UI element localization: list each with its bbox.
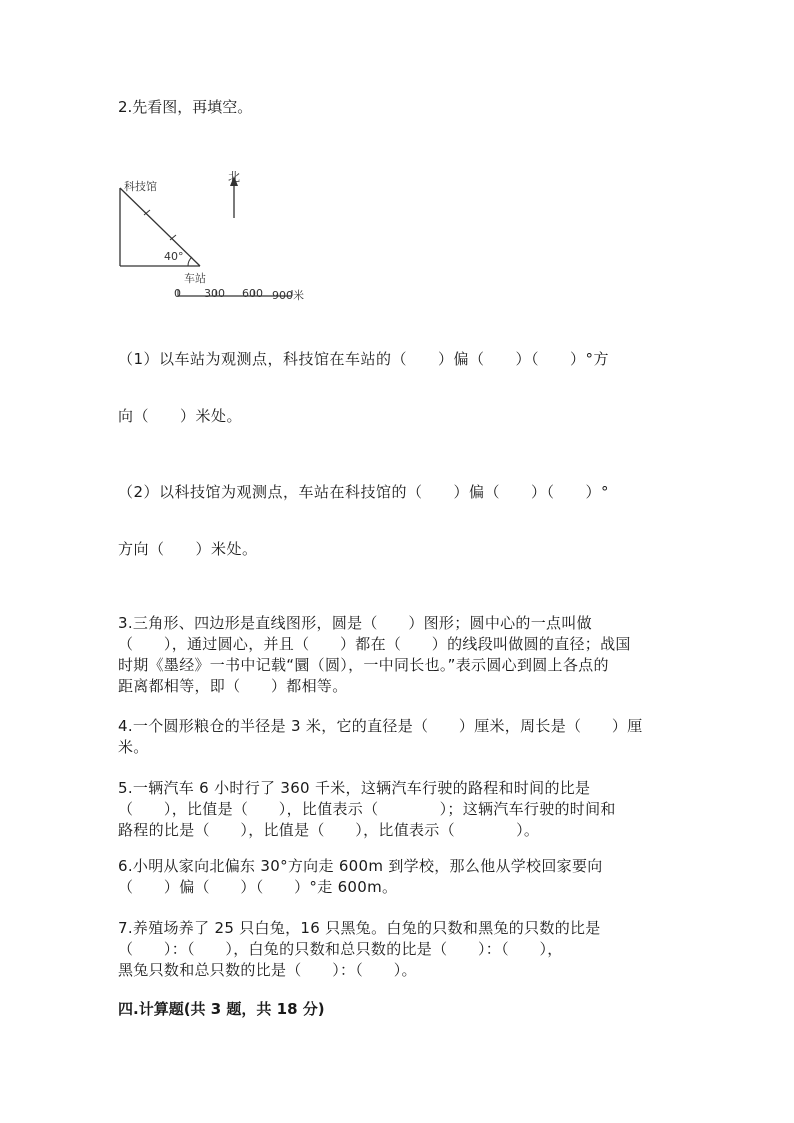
section-4-heading: 四.计算题(共 3 题，共 18 分) (118, 1000, 325, 1018)
question-3 (118, 613, 678, 697)
scale-label-900: 900米 (272, 289, 304, 302)
scale-label-300: 300 (204, 287, 225, 300)
q5-line: （ ），比值是（ ），比值表示（ ）；这辆汽车行驶的时间和 (118, 800, 616, 818)
q3-line: 距离都相等，即（ ）都相等。 (118, 677, 348, 695)
question-4 (118, 716, 678, 758)
q5-line: 路程的比是（ ），比值是（ ），比值表示（ ）。 (118, 821, 540, 839)
station-label: 车站 (184, 272, 206, 285)
angle-label: 40° (164, 250, 184, 263)
q2-sub1-line1: （1）以车站为观测点，科技馆在车站的（ ）偏（ ）（ ）°方 (118, 350, 610, 368)
q2-sub2-line2: 方向（ ）米处。 (118, 540, 258, 558)
q3-line: （ ），通过圆心，并且（ ）都在（ ）的线段叫做圆的直径；战国 (118, 635, 631, 653)
question-2-title: 2.先看图，再填空。 (118, 98, 253, 116)
q7-line: 7.养殖场养了 25 只白兔，16 只黑兔。白兔的只数和黑兔的只数的比是 (118, 919, 601, 937)
hypotenuse (120, 188, 200, 266)
question-6 (118, 856, 678, 898)
q2-sub2-line1: （2）以科技馆为观测点，车站在科技馆的（ ）偏（ ）（ ）° (118, 483, 610, 501)
museum-label: 科技馆 (124, 180, 157, 193)
q4-line: 4.一个圆形粮仓的半径是 3 米，它的直径是（ ）厘米，周长是（ ）厘 (118, 717, 643, 735)
scale-label-600: 600 (242, 287, 263, 300)
q3-line: 时期《墨经》一书中记载“圜（圆），一中同长也。”表示圆心到圆上各点的 (118, 656, 609, 674)
direction-diagram (112, 160, 322, 310)
q7-line: （ ）：（ ），白兔的只数和总只数的比是（ ）：（ ）， (118, 940, 563, 958)
question-5 (118, 778, 678, 841)
question-7 (118, 918, 678, 981)
north-label: 北 (228, 170, 241, 184)
q6-line: 6.小明从家向北偏东 30°方向走 600m 到学校，那么他从学校回家要向 (118, 857, 603, 875)
q3-line: 3.三角形、四边形是直线图形，圆是（ ）图形；圆中心的一点叫做 (118, 614, 592, 632)
scale-label-0: 0 (174, 287, 181, 300)
q4-line: 米。 (118, 738, 149, 756)
q2-sub1-line2: 向（ ）米处。 (118, 407, 243, 425)
q5-line: 5.一辆汽车 6 小时行了 360 千米，这辆汽车行驶的路程和时间的比是 (118, 779, 591, 797)
q7-line: 黑兔只数和总只数的比是（ ）：（ ）。 (118, 961, 417, 979)
q6-line: （ ）偏（ ）（ ）°走 600m。 (118, 878, 398, 896)
